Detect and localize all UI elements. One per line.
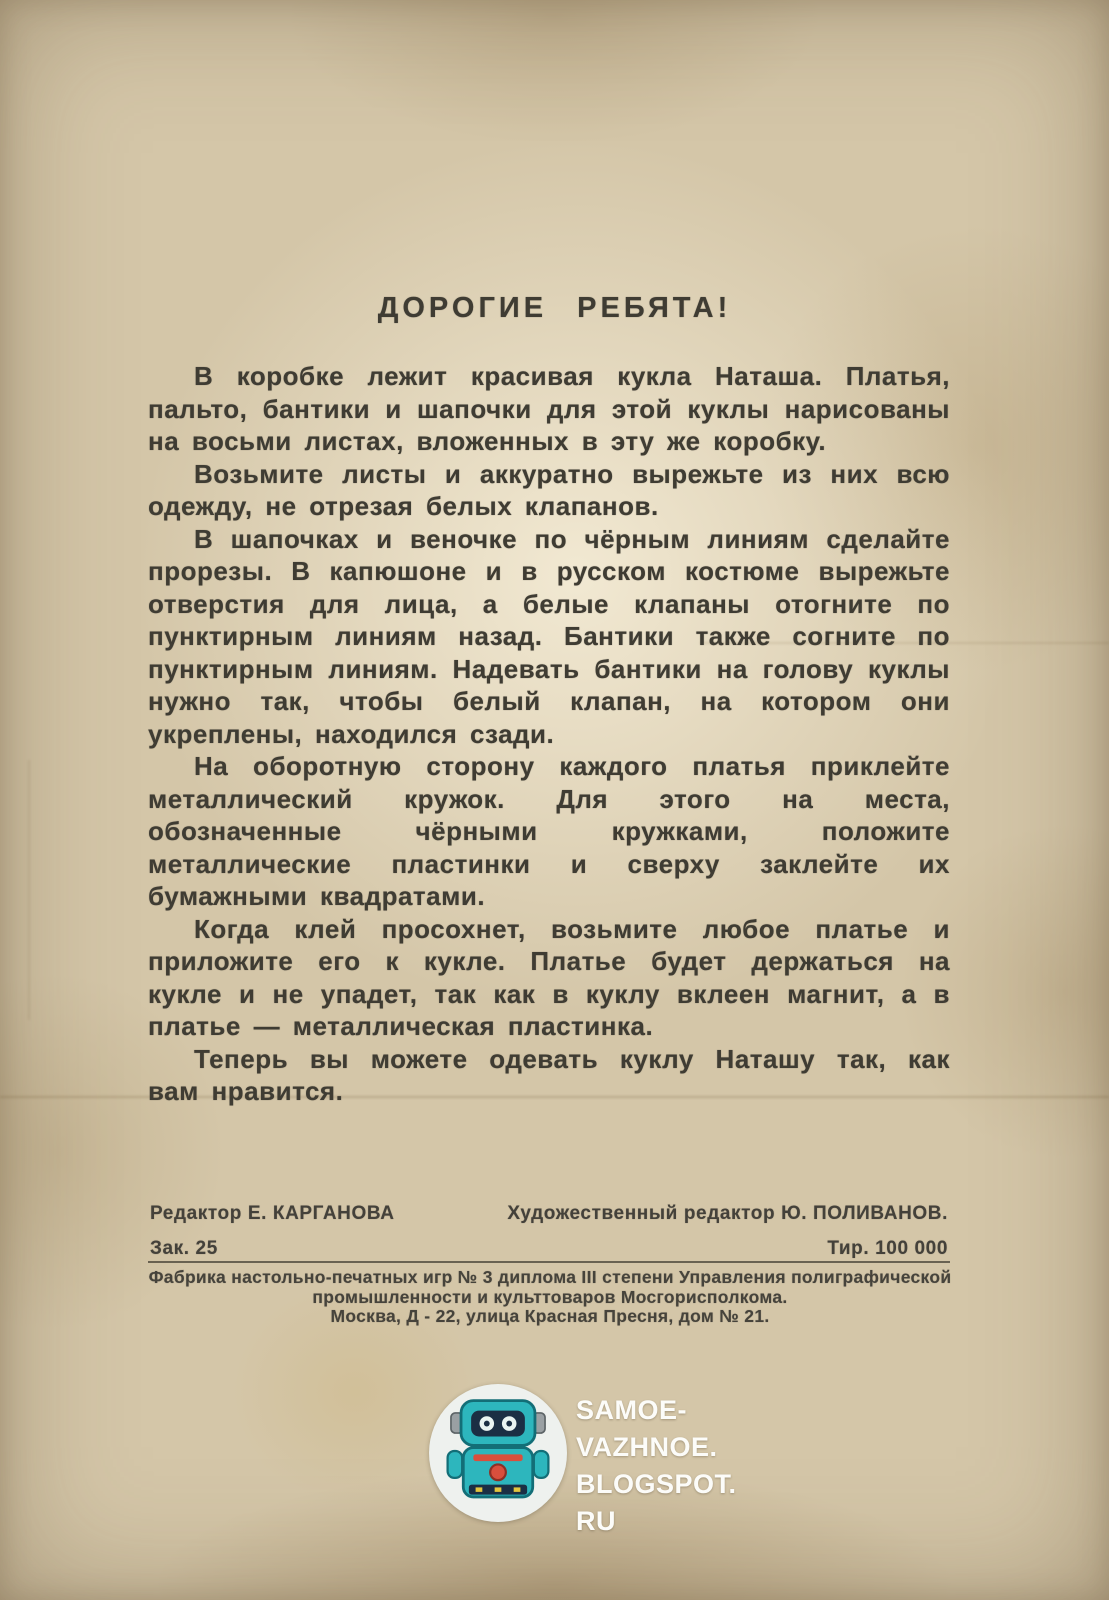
watermark-line-2: BLOGSPOT. — [576, 1469, 737, 1499]
watermark-line-1: SAMOE-VAZHNOE. — [576, 1395, 718, 1462]
watermark-logo-circle — [429, 1384, 567, 1522]
instructions-paragraph-3: В шапочках и веночке по чёрным линиям сделайте прорезы. В капюшоне и в русском костюме вырежьте отверстия для лица, а белые клапаны отогните по пунктирным линиям назад. Бантики также согните по пунктирным линиям. Надевать бантики на голову куклы нужно так, чтобы белый клапан, на котором они укреплены, находился сзади. — [148, 523, 950, 749]
instructions-text — [148, 360, 950, 1108]
print-run: Тир. 100 000 — [827, 1238, 948, 1259]
instructions-paragraph-5: Когда клей просохнет, возьмите любое платье и приложите его к кукле. Платье будет держаться на кукле и не упадет, так как в куклу вклеен магнит, а в платье — металлическая пластинка. — [148, 913, 950, 1041]
instructions-paragraph-4: На оборотную сторону каждого платья приклейте металлический кружок. Для этого на места, обозначенные чёрными кружками, положите металлические пластинки и сверху заклейте их бумажными квадратами. — [148, 751, 950, 911]
instructions-paragraph-2: Возьмите листы и аккуратно вырежьте из них всю одежду, не отрезая белых клапанов. — [148, 458, 950, 521]
imprint-divider — [148, 1261, 950, 1263]
credits-row — [150, 1203, 948, 1225]
print-info-row — [150, 1238, 948, 1260]
instructions-paragraph-1: В коробке лежит красивая кукла Наташа. Платья, пальто, бантики и шапочки для этой куклы нарисованы на восьми листах, вложенных в эту же коробку. — [148, 361, 950, 456]
order-number: Зак. 25 — [150, 1238, 218, 1259]
instructions-paragraph-6: Теперь вы можете одевать куклу Наташу так, как вам нравится. — [148, 1043, 950, 1106]
credit-editor: Редактор Е. КАРГАНОВА — [150, 1203, 395, 1224]
page-title: ДОРОГИЕ РЕБЯТА! — [377, 292, 732, 324]
watermark-line-3: RU — [576, 1506, 616, 1536]
paper-crease — [28, 760, 30, 1020]
imprint-line-1: Фабрика настольно-печатных игр № 3 диплома III степени Управления полиграфической — [148, 1267, 952, 1287]
watermark-text — [576, 1392, 737, 1540]
imprint — [120, 1268, 980, 1327]
robot-icon — [442, 1395, 554, 1512]
credit-art-editor: Художественный редактор Ю. ПОЛИВАНОВ. — [507, 1203, 948, 1224]
imprint-line-3: Москва, Д - 22, улица Красная Пресня, дом № 21. — [330, 1306, 770, 1326]
imprint-line-2: промышленности и культтоваров Мосгорисполкома. — [312, 1286, 788, 1307]
